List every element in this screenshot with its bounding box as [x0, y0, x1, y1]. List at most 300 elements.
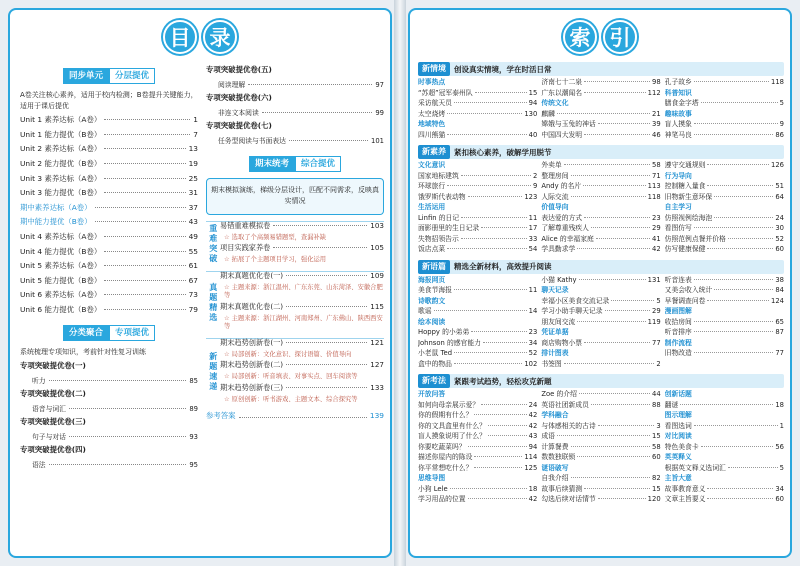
index-entry-page: 65: [775, 317, 784, 326]
toc-entry-heading[interactable]: [20, 418, 198, 433]
index-entry[interactable]: [665, 485, 784, 496]
index-grid: [418, 390, 784, 506]
index-entry-page: 64: [775, 192, 784, 201]
sync-unit-list: [20, 116, 198, 320]
index-entry[interactable]: [418, 432, 537, 443]
entry-note: ☆ 选取了个高频易错题型，查漏补缺: [224, 233, 327, 241]
index-entry[interactable]: [418, 131, 537, 142]
index-entry-title: 与体感相关的古诗: [541, 421, 596, 430]
leader-dots: [481, 404, 527, 405]
index-entry-page: 125: [524, 463, 538, 472]
group-label: 新题速递: [208, 352, 218, 393]
index-category: [541, 203, 660, 214]
toc-entry-title: 期中素养达标（A卷）: [20, 202, 92, 212]
toc-entry[interactable]: [220, 244, 384, 256]
index-entry[interactable]: [418, 495, 537, 506]
toc-entry-heading[interactable]: [206, 94, 384, 109]
index-entry[interactable]: [665, 495, 784, 506]
index-entry-title: 创新话题: [664, 390, 692, 398]
index-entry[interactable]: [541, 214, 660, 225]
index-entry-page: 52: [775, 234, 784, 243]
leader-dots: [577, 248, 650, 249]
index-entry-title: 数数独联锁: [541, 453, 576, 461]
index-entry-page: 41: [652, 234, 661, 243]
index-entry-page: 18: [528, 484, 538, 493]
index-section-header: [418, 62, 784, 76]
index-title: [410, 20, 790, 54]
toc-entry[interactable]: [20, 248, 198, 263]
toc-entry[interactable]: [20, 204, 198, 219]
leader-dots: [447, 185, 531, 186]
index-section-tag: 新考法: [418, 374, 450, 388]
index-entry-title: 听音连表: [664, 275, 692, 284]
index-entry-page: 9: [779, 120, 784, 128]
index-entry[interactable]: [418, 339, 537, 350]
index-entry-page: 11: [528, 286, 538, 294]
group-label: 重难突破: [208, 224, 218, 265]
index-entry[interactable]: [541, 78, 660, 89]
index-entry[interactable]: [541, 339, 660, 350]
leader-dots: [584, 92, 646, 93]
index-entry-page: 42: [652, 245, 661, 253]
index-entry[interactable]: [541, 235, 660, 246]
toc-entry[interactable]: [20, 461, 198, 474]
index-entry[interactable]: [541, 276, 660, 287]
toc-entry-heading[interactable]: [206, 122, 384, 137]
index-entry[interactable]: [665, 224, 784, 235]
leader-dots: [286, 306, 367, 307]
toc-entry-heading[interactable]: [20, 446, 198, 461]
index-entry[interactable]: [665, 297, 784, 308]
toc-entry[interactable]: [20, 189, 198, 204]
toc-entry[interactable]: [220, 272, 384, 284]
index-entry[interactable]: [418, 411, 537, 422]
index-entry-page: 23: [652, 213, 661, 222]
index-entry-title: 仿照范例点餐并价格: [664, 234, 726, 243]
index-entry-title: 人际交流: [541, 192, 569, 201]
toc-entry-title: 期末趋势创新卷(二): [220, 360, 284, 370]
leader-dots: [286, 364, 367, 365]
index-entry-page: 60: [775, 245, 784, 253]
index-category: [665, 432, 784, 443]
index-entry-title: 遵守交通规则: [664, 161, 706, 169]
index-entry[interactable]: [665, 193, 784, 204]
index-section: [418, 62, 784, 141]
index-entry-title: 你平常想吃什么？: [418, 463, 473, 472]
index-entry[interactable]: [418, 485, 537, 496]
index-entry-title: 主旨大意: [664, 474, 692, 482]
toc-entry-page: 95: [189, 461, 198, 470]
index-entry-page: 46: [652, 130, 661, 139]
index-entry[interactable]: [665, 245, 784, 256]
toc-entry-page: 85: [189, 377, 198, 386]
index-entry-page: 17: [528, 224, 538, 232]
index-entry[interactable]: [665, 464, 784, 475]
index-entry[interactable]: [665, 401, 784, 412]
leader-dots: [104, 163, 185, 164]
leader-dots: [104, 309, 185, 310]
toc-entry[interactable]: [220, 222, 384, 234]
index-entry[interactable]: [541, 307, 660, 318]
leader-dots: [454, 352, 527, 353]
index-entry-title: 小老鼠 Ted: [418, 349, 453, 357]
index-entry-page: 114: [524, 453, 538, 461]
index-entry-page: 71: [652, 171, 661, 180]
index-entry[interactable]: [418, 443, 537, 454]
index-entry[interactable]: [665, 235, 784, 246]
leader-dots: [447, 248, 526, 249]
index-entry[interactable]: [541, 224, 660, 235]
index-entry-page: 118: [771, 78, 784, 86]
index-entry[interactable]: [665, 99, 784, 110]
index-entry[interactable]: [541, 390, 660, 401]
index-entry-title: 收拾房间: [664, 317, 692, 326]
leader-dots: [694, 352, 773, 353]
index-entry[interactable]: [665, 349, 784, 360]
index-entry-page: 118: [647, 192, 661, 201]
leader-dots: [694, 331, 773, 332]
toc-entry[interactable]: [220, 361, 384, 373]
index-entry-page: 119: [647, 317, 661, 326]
index-entry-title: 书签图: [541, 359, 562, 368]
toc-entry[interactable]: [20, 116, 198, 131]
index-entry[interactable]: [418, 328, 537, 339]
index-category: [541, 99, 660, 110]
final-group: [206, 338, 384, 407]
index-entry[interactable]: [665, 286, 784, 297]
index-entry-title: 美食节海报: [418, 286, 452, 294]
toc-entry-heading[interactable]: [20, 362, 198, 377]
toc-entry[interactable]: [20, 218, 198, 233]
index-entry[interactable]: [418, 99, 537, 110]
leader-dots: [461, 238, 527, 239]
toc-entry-page: 73: [188, 290, 198, 300]
toc-entry-title: Unit 4 能力提优（B卷）: [20, 246, 102, 256]
index-entry-title: 膳食金字塔: [664, 99, 699, 107]
index-category: [665, 411, 784, 422]
leader-dots: [680, 404, 773, 405]
index-entry[interactable]: [541, 131, 660, 142]
index-entry-title: 翻谜: [664, 400, 679, 409]
leader-dots: [584, 134, 650, 135]
index-entry-page: 34: [528, 338, 538, 347]
index-entry[interactable]: [418, 89, 537, 100]
index-entry[interactable]: [541, 297, 660, 308]
index-entry[interactable]: [541, 453, 660, 464]
index-entry[interactable]: [541, 360, 660, 371]
leader-dots: [104, 178, 185, 179]
index-entry-page: 23: [528, 328, 538, 336]
index-column: [665, 161, 784, 256]
index-entry-title: 广东以潮闻名: [541, 88, 583, 97]
index-entry[interactable]: [418, 245, 537, 256]
index-entry-title: 特色美食卡: [664, 442, 699, 451]
toc-title-char: 录: [203, 20, 237, 54]
final-description: 期末模拟演练，梯级分层设计，匹配不同需求，反映真实情况: [206, 178, 384, 214]
index-category: [665, 339, 784, 350]
category-list: [20, 362, 198, 474]
index-category: [665, 453, 784, 464]
leader-dots: [728, 467, 778, 468]
leader-dots: [714, 289, 773, 290]
index-category: [418, 161, 537, 172]
index-entry[interactable]: [541, 172, 660, 183]
toc-entry-title: 专项突破提优卷(二): [20, 389, 86, 399]
toc-entry[interactable]: [220, 303, 384, 315]
index-column: [541, 161, 660, 256]
index-entry[interactable]: [541, 495, 660, 506]
index-entry-title: Linfin 的日记: [418, 213, 460, 222]
index-category: [418, 203, 537, 214]
index-entry-title: 你的文具盒里有什么？: [418, 421, 486, 430]
toc-entry[interactable]: [220, 384, 384, 396]
leader-dots: [471, 331, 526, 332]
entry-note: ☆ 拓展了个主题项目学习，强化运用: [224, 256, 327, 264]
leader-dots: [104, 280, 185, 281]
index-entry-page: 87: [775, 328, 784, 336]
index-entry-page: 21: [652, 109, 661, 118]
index-entry[interactable]: [541, 432, 660, 443]
leader-dots: [707, 185, 773, 186]
leader-dots: [104, 119, 190, 120]
index-entry-title: 计算餐费: [541, 442, 569, 451]
index-entry-title: 旧物新生意环保: [664, 192, 713, 201]
toc-entry[interactable]: [20, 160, 198, 175]
index-entry[interactable]: [541, 474, 660, 485]
index-entry-page: 130: [524, 109, 538, 118]
index-entry-title: 麒麟: [541, 109, 555, 118]
index-entry[interactable]: [665, 318, 784, 329]
index-entry-page: 5: [779, 99, 784, 107]
index-entry-title: Hoppy 的小弟弟: [418, 328, 470, 336]
index-entry-page: 1: [779, 421, 784, 430]
index-entry[interactable]: [418, 453, 537, 464]
index-entry[interactable]: [541, 318, 660, 329]
index-entry-title: 图示理解: [664, 411, 692, 419]
index-entry-title: 孔子故乡: [664, 78, 692, 86]
toc-entry[interactable]: [20, 131, 198, 146]
leader-dots: [104, 265, 185, 266]
index-entry-page: 86: [775, 130, 784, 139]
toc-entry-title: 专项突破提优卷(四): [20, 445, 86, 455]
index-entry-title: 诗歌韵文: [418, 296, 446, 305]
index-entry[interactable]: [541, 161, 660, 172]
index-entry-page: 124: [771, 296, 784, 305]
leader-dots: [104, 236, 185, 237]
index-category: [665, 172, 784, 183]
index-entry-page: 112: [647, 88, 661, 97]
index-entry-page: 3: [656, 421, 661, 430]
toc-entry[interactable]: [20, 175, 198, 190]
section-label: 分层提优: [109, 68, 155, 84]
toc-entry[interactable]: [20, 145, 198, 160]
index-entry[interactable]: [541, 485, 660, 496]
index-entry-page: 29: [652, 224, 661, 232]
index-entry-title: 勾选后续对话情节: [541, 495, 596, 503]
toc-entry[interactable]: [20, 291, 198, 306]
leader-dots: [481, 227, 527, 228]
index-entry-title: 英语社团新成员: [541, 400, 589, 409]
index-entry-page: 14: [528, 307, 538, 315]
leader-dots: [577, 456, 650, 457]
toc-entry-title: 期中能力提优（B卷）: [20, 217, 92, 227]
index-entry[interactable]: [418, 349, 537, 360]
index-entry[interactable]: [665, 443, 784, 454]
index-grid: [418, 276, 784, 371]
index-entry-title: 文章主旨要义: [664, 495, 706, 503]
index-entry[interactable]: [418, 193, 537, 204]
leader-dots: [694, 321, 773, 322]
toc-entry[interactable]: [20, 262, 198, 277]
toc-entry-page: 133: [370, 382, 384, 392]
index-entry[interactable]: [418, 401, 537, 412]
index-entry[interactable]: [665, 182, 784, 193]
entry-note: ☆ 原创创新：听书游戏、主题文本、综合探究等: [224, 395, 358, 403]
index-entry[interactable]: [418, 360, 537, 371]
index-entry[interactable]: [418, 214, 537, 225]
final-header: [206, 156, 384, 172]
index-section-header: [418, 260, 784, 274]
index-entry[interactable]: [418, 110, 537, 121]
toc-entry-title: Unit 4 素养达标（A卷）: [20, 231, 102, 241]
index-page: [408, 8, 792, 558]
answers-entry[interactable]: [206, 412, 384, 421]
index-entry-title: 商店购物小票: [541, 338, 583, 347]
index-category: [541, 286, 660, 297]
toc-entry-title: 期末真题优化卷(一): [220, 270, 284, 280]
leader-dots: [591, 227, 650, 228]
index-entry-title: 绘本阅读: [418, 317, 446, 326]
toc-entry-page: 43: [188, 217, 198, 227]
index-entry-page: 2: [656, 359, 661, 368]
index-entry[interactable]: [418, 224, 537, 235]
index-entry-page: 94: [528, 442, 538, 451]
index-entry[interactable]: [665, 276, 784, 287]
section-label: 分类聚合: [63, 325, 109, 341]
leader-dots: [577, 321, 645, 322]
index-category: [418, 120, 537, 131]
index-entry-page: 42: [528, 421, 538, 430]
leader-dots: [454, 102, 527, 103]
index-category: [541, 328, 660, 339]
index-entry-page: 5: [656, 296, 661, 305]
toc-entry[interactable]: [20, 277, 198, 292]
index-category: [541, 411, 660, 422]
index-entry[interactable]: [418, 422, 537, 433]
index-entry[interactable]: [665, 328, 784, 339]
index-title-char: 索: [563, 20, 597, 54]
leader-dots: [591, 404, 650, 405]
toc-entry[interactable]: [206, 137, 384, 150]
index-entry-page: 113: [647, 182, 661, 190]
index-entry[interactable]: [665, 161, 784, 172]
leader-dots: [286, 275, 367, 276]
index-category: [541, 464, 660, 475]
index-entry[interactable]: [418, 182, 537, 193]
index-entry-title: 学科融合: [541, 411, 569, 419]
index-entry-title: 描述你屋内的陈设: [418, 453, 473, 461]
index-entry[interactable]: [541, 193, 660, 204]
index-entry[interactable]: [418, 286, 537, 297]
index-entry-title: Alice 的幸福家庭: [541, 234, 594, 243]
index-entry-page: 131: [647, 275, 661, 284]
toc-entry-page: 49: [188, 231, 198, 241]
index-entry[interactable]: [541, 89, 660, 100]
index-entry[interactable]: [541, 443, 660, 454]
index-entry[interactable]: [665, 131, 784, 142]
index-entry[interactable]: [541, 422, 660, 433]
toc-entry-heading[interactable]: [20, 390, 198, 405]
final-group: [206, 221, 384, 267]
category-header: [20, 325, 198, 341]
index-entry[interactable]: [665, 120, 784, 131]
index-entry-page: 120: [647, 495, 661, 503]
entry-note: ☆ 局部创新：文化意识、探讨语篇、价值导向: [224, 350, 352, 358]
section-label: 专项提优: [109, 325, 155, 341]
index-entry[interactable]: [541, 245, 660, 256]
index-entry[interactable]: [665, 214, 784, 225]
leader-dots: [571, 196, 646, 197]
index-column: [541, 276, 660, 371]
leader-dots: [714, 217, 773, 218]
index-column: [418, 78, 537, 141]
leader-dots: [468, 498, 527, 499]
index-entry[interactable]: [418, 464, 537, 475]
toc-entry-title: 阅读理解: [218, 81, 246, 89]
leader-dots: [95, 207, 186, 208]
index-entry-title: 饭店点菜: [418, 245, 446, 253]
index-entry-title: 学习小助手聊天记录: [541, 307, 603, 315]
index-entry-title: 整理房间: [541, 171, 569, 180]
toc-entry[interactable]: [20, 306, 198, 321]
index-entry-title: 学具勤求学: [541, 245, 576, 253]
index-entry-page: 42: [528, 495, 538, 503]
toc-entry[interactable]: [20, 233, 198, 248]
index-section-text: 紧扣核心素养，破解学用脱节: [454, 147, 552, 157]
index-entry-title: 了解尊重残疾人: [541, 224, 589, 232]
leader-dots: [273, 225, 367, 226]
toc-entry-title: 句子与对话: [32, 433, 66, 442]
group-items: [220, 272, 384, 334]
leader-dots: [447, 113, 522, 114]
leader-dots: [461, 217, 527, 218]
toc-entry-heading[interactable]: [206, 66, 384, 81]
leader-dots: [694, 134, 773, 135]
leader-dots: [468, 196, 523, 197]
toc-entry-page: 99: [375, 109, 384, 117]
index-entry[interactable]: [418, 235, 537, 246]
index-entry-title: 生活运用: [418, 203, 446, 211]
index-entry[interactable]: [541, 401, 660, 412]
index-entry-title: 漫画图解: [664, 307, 692, 315]
leader-dots: [611, 300, 654, 301]
toc-entry-title: 专项突破提优卷(六): [206, 93, 272, 102]
leader-dots: [95, 221, 186, 222]
index-entry[interactable]: [541, 120, 660, 131]
index-entry[interactable]: [665, 78, 784, 89]
index-entry-title: Zoe 的介绍: [541, 390, 577, 398]
index-entry[interactable]: [418, 172, 537, 183]
index-entry[interactable]: [541, 182, 660, 193]
index-entry[interactable]: [541, 110, 660, 121]
leader-dots: [571, 446, 650, 447]
toc-entry[interactable]: [220, 339, 384, 351]
index-entry[interactable]: [665, 422, 784, 433]
index-entry[interactable]: [418, 307, 537, 318]
index-entry-page: 54: [528, 245, 538, 253]
index-entry-page: 18: [775, 400, 784, 409]
index-entry-page: 123: [524, 192, 538, 201]
